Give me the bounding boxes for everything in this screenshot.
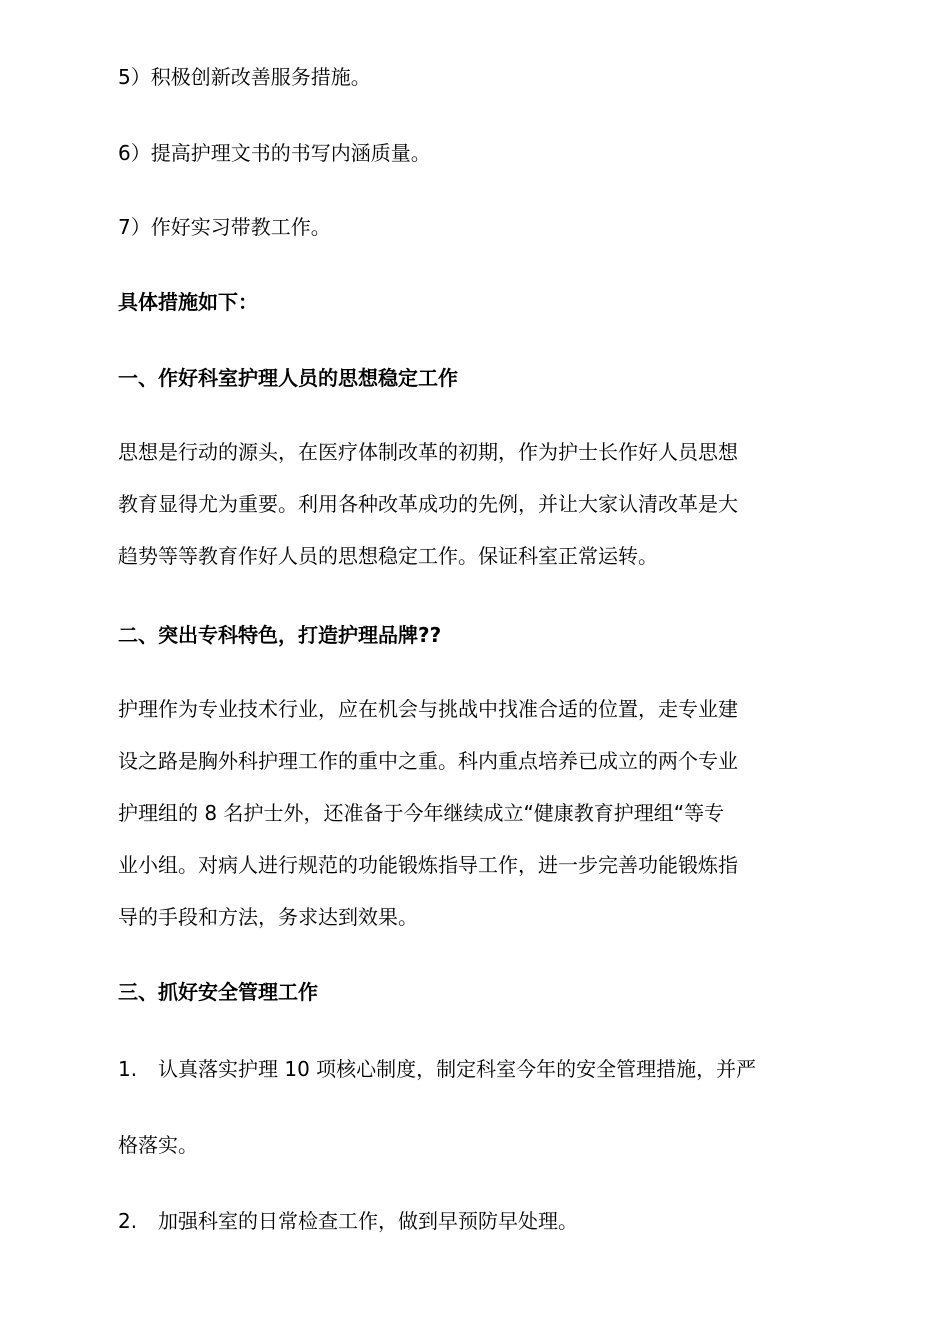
section-2-paragraph	[118, 683, 830, 943]
section-3-item-1	[118, 1054, 756, 1084]
item-number: 2.	[118, 1209, 138, 1233]
section-2-heading: 二、突出专科特色，打造护理品牌??	[118, 623, 442, 647]
section-3-heading: 三、抓好安全管理工作	[118, 980, 318, 1004]
paragraph-line: 设之路是胸外科护理工作的重中之重。科内重点培养已成立的两个专业	[118, 749, 738, 773]
paragraph-line: 护理组的 8 名护士外，还准备于今年继续成立“健康教育护理组“等专	[118, 801, 725, 825]
section-3-item-2	[118, 1206, 578, 1236]
paragraph-line: 趋势等等教育作好人员的思想稳定工作。保证科室正常运转。	[118, 544, 658, 568]
section-1-heading: 一、作好科室护理人员的思想稳定工作	[118, 366, 458, 390]
paragraph-line: 导的手段和方法，务求达到效果。	[118, 905, 418, 929]
list-item-6: 6）提高护理文书的书写内涵质量。	[118, 141, 431, 165]
paragraph-line: 护理作为专业技术行业，应在机会与挑战中找准合适的位置，走专业建	[118, 697, 738, 721]
item-text: 加强科室的日常检查工作，做到早预防早处理。	[158, 1209, 578, 1233]
item-text: 认真落实护理 10 项核心制度，制定科室今年的安全管理措施，并严	[158, 1057, 757, 1081]
section-1-paragraph	[118, 426, 830, 582]
list-item-5: 5）积极创新改善服务措施。	[118, 65, 371, 89]
paragraph-line: 思想是行动的源头，在医疗体制改革的初期，作为护士长作好人员思想	[118, 440, 738, 464]
paragraph-line: 业小组。对病人进行规范的功能锻炼指导工作，进一步完善功能锻炼指	[118, 853, 738, 877]
list-item-7: 7）作好实习带教工作。	[118, 215, 331, 239]
paragraph-line: 教育显得尤为重要。利用各种改革成功的先例，并让大家认清改革是大	[118, 492, 738, 516]
item-number: 1.	[118, 1057, 138, 1081]
measures-heading: 具体措施如下：	[118, 290, 258, 314]
section-3-item-1-continuation: 格落实。	[118, 1133, 198, 1157]
